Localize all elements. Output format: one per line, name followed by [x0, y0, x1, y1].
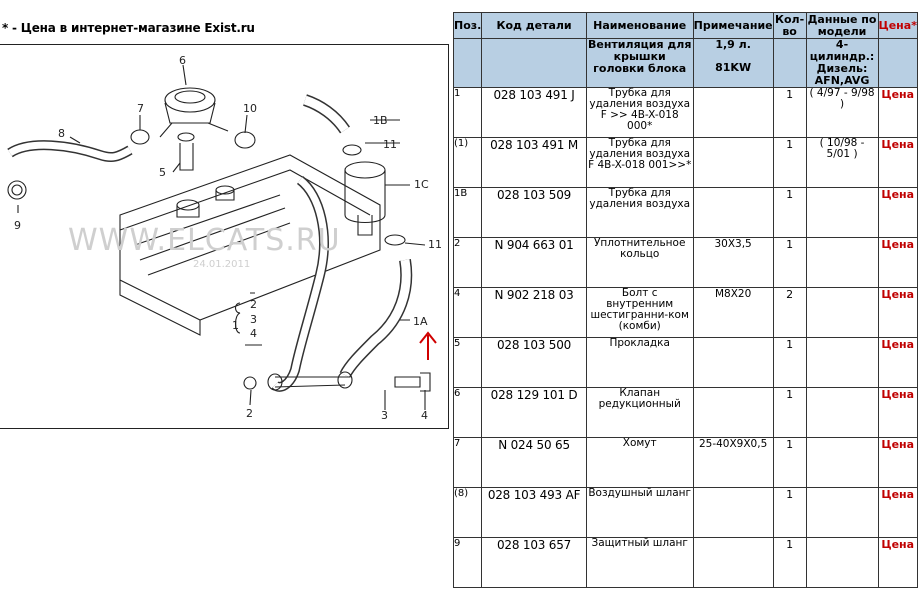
callout-11b: 11	[428, 238, 442, 251]
part-model-data	[806, 188, 878, 238]
price-link[interactable]: Цена	[878, 438, 918, 488]
callout-4: 4	[421, 409, 428, 422]
exploded-view-drawing	[0, 45, 448, 428]
part-model-data	[806, 438, 878, 488]
part-note: 25-40X9X0,5	[693, 438, 773, 488]
watermark: WWW.ELCATS.RU	[68, 223, 341, 258]
callout-3-group: 3	[250, 313, 257, 326]
part-name: Воздушный шланг	[586, 488, 693, 538]
part-code[interactable]: 028 103 657	[482, 538, 586, 588]
table-row	[454, 138, 918, 188]
row-pos: (1)	[454, 138, 482, 188]
part-code[interactable]: 028 103 509	[482, 188, 586, 238]
table-row	[454, 238, 918, 288]
part-note	[693, 188, 773, 238]
model-name: Вентиляция для крышки головки блока	[586, 39, 693, 88]
part-code[interactable]: N 902 218 03	[482, 288, 586, 338]
part-name: Трубка для удаления воздуха	[586, 188, 693, 238]
part-qty: 1	[773, 388, 806, 438]
price-link[interactable]: Цена	[878, 288, 918, 338]
part-code[interactable]: 028 103 491 J	[482, 88, 586, 138]
part-qty: 1	[773, 438, 806, 488]
part-note	[693, 88, 773, 138]
row-pos: 7	[454, 438, 482, 488]
price-link[interactable]: Цена	[878, 88, 918, 138]
callout-11a: 11	[383, 138, 397, 151]
price-link[interactable]: Цена	[878, 238, 918, 288]
callout-8: 8	[58, 127, 65, 140]
part-model-data	[806, 388, 878, 438]
part-code[interactable]: 028 103 491 M	[482, 138, 586, 188]
parts-table	[453, 12, 918, 588]
callout-1c: 1C	[414, 178, 429, 191]
part-qty: 1	[773, 338, 806, 388]
price-link[interactable]: Цена	[878, 138, 918, 188]
part-qty: 1	[773, 188, 806, 238]
callout-7: 7	[137, 102, 144, 115]
part-note	[693, 388, 773, 438]
callout-10: 10	[243, 102, 257, 115]
header-model-data: Данные по модели	[807, 12, 877, 38]
header-name: Наименование	[586, 13, 693, 39]
part-code[interactable]: 028 103 493 AF	[482, 488, 586, 538]
model-note	[693, 39, 773, 88]
part-qty: 1	[773, 238, 806, 288]
callout-6: 6	[179, 54, 186, 67]
part-code[interactable]: 028 129 101 D	[482, 388, 586, 438]
callout-5: 5	[159, 166, 166, 179]
callout-1a: 1A	[413, 315, 428, 328]
part-model-data	[806, 238, 878, 288]
part-code[interactable]: N 024 50 65	[482, 438, 586, 488]
part-note: M8X20	[693, 288, 773, 338]
part-name: Хомут	[586, 438, 693, 488]
callout-1b: 1B	[373, 114, 388, 127]
price-link[interactable]: Цена	[878, 388, 918, 438]
part-qty: 1	[773, 88, 806, 138]
row-pos: 9	[454, 538, 482, 588]
model-price	[878, 39, 918, 88]
part-code[interactable]: N 904 663 01	[482, 238, 586, 288]
model-data: 4-цилиндр.: Дизель: AFN,AVG	[806, 39, 878, 88]
model-note-line2: 81KW	[715, 61, 752, 74]
part-qty: 1	[773, 488, 806, 538]
callout-9: 9	[14, 219, 21, 232]
part-name: Клапан редукционный	[586, 388, 693, 438]
header-price: Цена*	[878, 13, 918, 39]
part-qty: 1	[773, 538, 806, 588]
model-qty	[773, 39, 806, 88]
price-link[interactable]: Цена	[878, 538, 918, 588]
part-model-data: ( 10/98 - 5/01 )	[806, 138, 878, 188]
part-note	[693, 138, 773, 188]
part-note: 30X3,5	[693, 238, 773, 288]
part-qty: 1	[773, 138, 806, 188]
callout-1: 1	[232, 319, 239, 332]
header-qty: Кол-во	[775, 12, 805, 38]
part-model-data	[806, 338, 878, 388]
header-pos: Поз.	[454, 13, 482, 39]
callout-4-group: 4	[250, 327, 257, 340]
table-row	[454, 288, 918, 338]
row-pos: 4	[454, 288, 482, 338]
header-note: Примечание	[693, 13, 773, 39]
part-qty: 2	[773, 288, 806, 338]
row-pos: 1	[454, 88, 482, 138]
table-row	[454, 488, 918, 538]
model-pos	[454, 39, 482, 88]
table-row	[454, 538, 918, 588]
part-name: Прокладка	[586, 338, 693, 388]
parts-diagram	[0, 44, 449, 429]
table-row	[454, 88, 918, 138]
callout-3: 3	[381, 409, 388, 422]
price-link[interactable]: Цена	[878, 338, 918, 388]
model-note-line1: 1,9 л.	[715, 38, 751, 51]
table-row	[454, 438, 918, 488]
table-row	[454, 388, 918, 438]
part-code[interactable]: 028 103 500	[482, 338, 586, 388]
callout-2-group: 2	[250, 298, 257, 311]
date-stamp: 24.01.2011	[193, 259, 251, 270]
part-name: Защитный шланг	[586, 538, 693, 588]
row-pos: 6	[454, 388, 482, 438]
row-pos: (8)	[454, 488, 482, 538]
price-note: * - Цена в интернет-магазине Exist.ru	[2, 21, 255, 35]
part-note	[693, 338, 773, 388]
part-name: Трубка для удаления воздуха F >> 4B-X-018 000*	[586, 88, 693, 138]
price-link[interactable]: Цена	[878, 188, 918, 238]
model-row	[454, 39, 918, 88]
row-pos: 2	[454, 238, 482, 288]
row-pos: 5	[454, 338, 482, 388]
part-model-data	[806, 488, 878, 538]
header-code: Код детали	[482, 13, 586, 39]
row-pos: 1B	[454, 188, 482, 238]
callout-2: 2	[246, 407, 253, 420]
part-model-data: ( 4/97 - 9/98 )	[806, 88, 878, 138]
table-header	[454, 13, 918, 39]
part-name: Уплотнительное кольцо	[586, 238, 693, 288]
red-arrow-icon	[420, 333, 436, 360]
table-row	[454, 338, 918, 388]
part-model-data	[806, 538, 878, 588]
model-code	[482, 39, 586, 88]
part-model-data	[806, 288, 878, 338]
part-name: Болт с внутренним шестигранни-ком (комби)	[586, 288, 693, 338]
part-name: Трубка для удаления воздуха F 4B-X-018 001>>*	[586, 138, 693, 188]
price-link[interactable]: Цена	[878, 488, 918, 538]
part-note	[693, 538, 773, 588]
part-note	[693, 488, 773, 538]
table-row	[454, 188, 918, 238]
